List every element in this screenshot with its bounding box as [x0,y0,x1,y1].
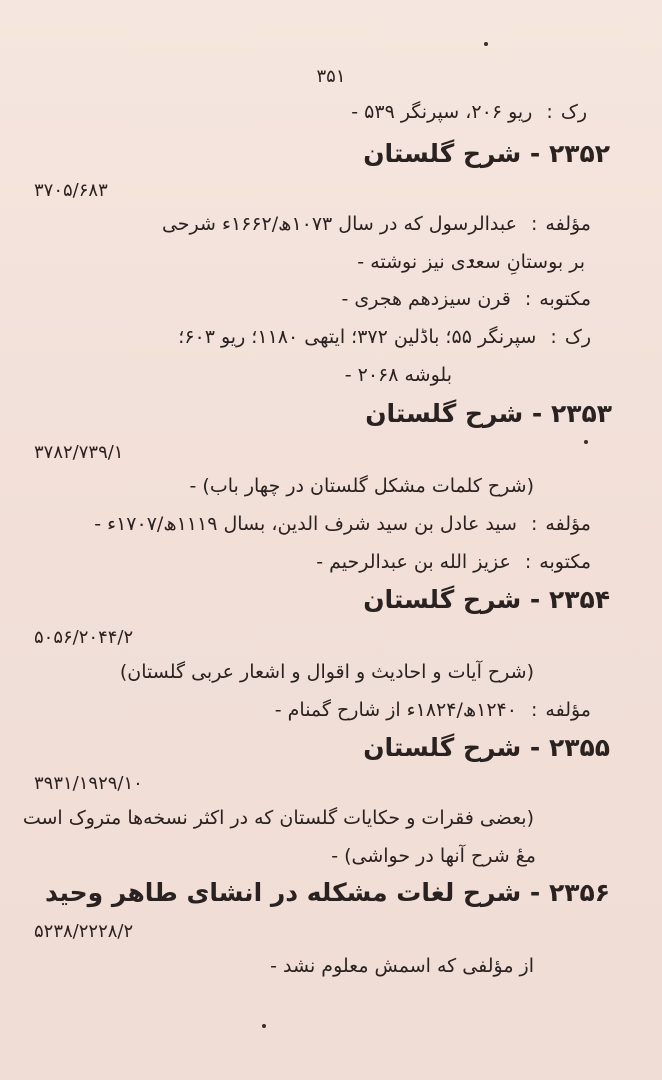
ref-continuation-2352: بلوشه ۲۰۶۸ - [344,364,452,386]
entry-heading-2355: ۲۳۵۵ - شرح گلستان [363,733,610,762]
ref-text: سپرنگر ۵۵؛ باڈلین ۳۷۲؛ ایتهی ۱۱۸۰؛ ریو ۶۰۳؛ [178,326,537,348]
ink-speck [584,440,588,444]
classmark-2352: ۳۷۰۵/۶۸۳ [34,180,108,201]
copied-line-2353: مکتوبه: عزیز الله بن عبدالرحیم - [316,551,591,573]
classmark-2356: ۵۲۳۸/۲۲۲۸/۲ [34,921,134,942]
classmark-2355: ۳۹۳۱/۱۹۲۹/۱۰ [34,773,143,794]
copied-line-2352: مکتوبه: قرن سیزدهم هجری - [341,288,591,310]
author-continuation-2352: بر بوستانِ سعدی نیز نوشته - [357,251,585,273]
entry-heading-2353: ۲۳۵۳ - شرح گلستان [365,399,612,428]
author-line-2354: مؤلفه: ۱۲۴۰ھ/۱۸۲۴ء از شارح گمنام - [274,699,591,721]
note-2354: (شرح آیات و احادیث و اقوال و اشعار عربی گلستان) [119,661,534,683]
note-continuation-2355: معٔ شرح آنها در حواشی) - [331,845,536,867]
copied-text: عزیز الله بن عبدالرحیم - [316,551,511,573]
author-label: مؤلفه [545,699,591,721]
author-label: مؤلفه [545,513,591,535]
ink-speck [484,42,488,46]
ref-text: ریو ۲۰۶، سپرنگر ۵۳۹ - [351,101,533,123]
reference-line: رک: ریو ۲۰۶، سپرنگر ۵۳۹ - [351,101,587,123]
copied-text: قرن سیزدهم هجری - [341,288,511,310]
ref-label: رک [560,101,587,123]
author-text: ۱۲۴۰ھ/۱۸۲۴ء از شارح گمنام - [274,699,517,721]
note-2353: (شرح کلمات مشکل گلستان در چهار باب) - [189,475,534,497]
entry-heading-2352: ۲۳۵۲ - شرح گلستان [363,139,610,168]
entry-heading-2356: ۲۳۵۶ - شرح لغات مشکله در انشای طاهر وحید [45,878,610,907]
author-line-2353: مؤلفه: سید عادل بن سید شرف الدین، بسال ۱۱۱۹ھ/۱۷۰۷ء - [94,513,591,535]
ref-label: رک [564,326,591,348]
entry-heading-2354: ۲۳۵۴ - شرح گلستان [363,585,610,614]
note-2356: از مؤلفی که اسمش معلوم نشد - [270,955,534,977]
page-number: ۳۵۱ [316,66,346,87]
author-text: سید عادل بن سید شرف الدین، بسال ۱۱۱۹ھ/۱۷۰۷ء - [94,513,517,535]
author-line-2352: مؤلفه: عبدالرسول که در سال ۱۰۷۳ھ/۱۶۶۲ء شرحی [161,213,591,235]
classmark-2353: ۳۷۸۲/۷۳۹/۱ [34,442,124,463]
ref-line-2352: رک: سپرنگر ۵۵؛ باڈلین ۳۷۲؛ ایتهی ۱۱۸۰؛ ریو ۶۰۳؛ [178,326,591,348]
copied-label: مکتوبه [539,551,591,573]
note-2355: (بعضی فقرات و حکایات گلستان که در اکثر نسخه‌ها متروک است [22,807,534,829]
ink-speck [262,1024,266,1028]
classmark-2354: ۵۰۵۶/۲۰۴۴/۲ [34,627,134,648]
copied-label: مکتوبه [539,288,591,310]
author-label: مؤلفه [545,213,591,235]
author-text: عبدالرسول که در سال ۱۰۷۳ھ/۱۶۶۲ء شرحی [161,213,517,235]
